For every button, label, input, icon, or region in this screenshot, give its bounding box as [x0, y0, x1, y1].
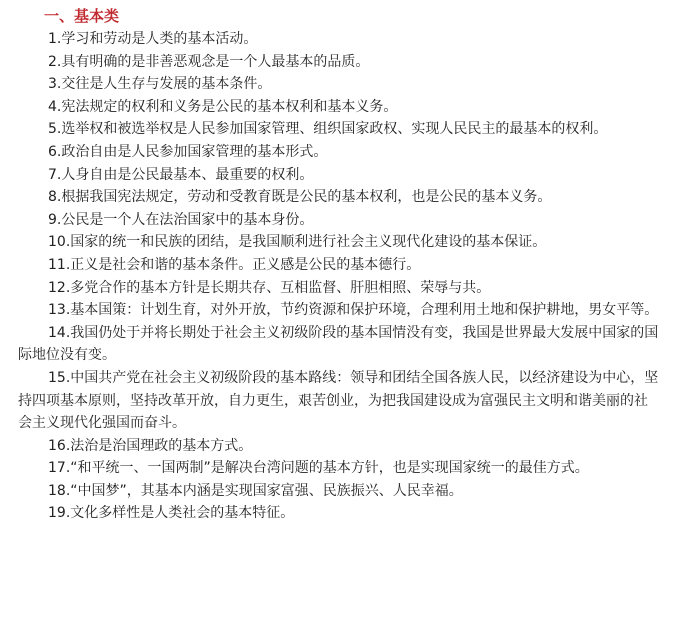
list-item: 18.“中国梦”，其基本内涵是实现国家富强、民族振兴、人民幸福。	[48, 482, 463, 499]
section-heading: 一、基本类	[44, 7, 120, 25]
list-item: 16.法治是治国理政的基本方式。	[48, 437, 253, 454]
list-item: 12.多党合作的基本方针是长期共存、互相监督、肝胆相照、荣辱与共。	[48, 279, 491, 296]
list-item: 9.公民是一个人在法治国家中的基本身份。	[48, 211, 314, 228]
list-item: 1.学习和劳动是人类的基本活动。	[48, 31, 258, 47]
list-item: 7.人身自由是公民最基本、最重要的权利。	[48, 166, 314, 183]
list-item: 10.国家的统一和民族的团结，是我国顺利进行社会主义现代化建设的基本保证。	[48, 234, 547, 251]
item-list	[18, 28, 659, 525]
list-item: 15.中国共产党在社会主义初级阶段的基本路线：领导和团结全国各族人民，以经济建设为中心，坚持四项基本原则，坚持改革开放，自力更生，艰苦创业，为把我国建设成为富强民主文明和谐美丽的社会主义现代化强国而奋斗。	[18, 369, 659, 432]
list-item: 8.根据我国宪法规定，劳动和受教育既是公民的基本权利，也是公民的基本义务。	[48, 189, 552, 206]
list-item: 5.选举权和被选举权是人民参加国家管理、组织国家政权、实现人民民主的最基本的权利。	[48, 121, 608, 138]
list-item: 4.宪法规定的权利和义务是公民的基本权利和基本义务。	[48, 98, 398, 115]
list-item: 6.政治自由是人民参加国家管理的基本形式。	[48, 143, 328, 160]
list-item: 2.具有明确的是非善恶观念是一个人最基本的品质。	[48, 53, 370, 70]
list-item: 17.“和平统一、一国两制”是解决台湾问题的基本方针，也是实现国家统一的最佳方式。	[48, 460, 589, 477]
list-item: 3.交往是人生存与发展的基本条件。	[48, 76, 272, 93]
list-item: 19.文化多样性是人类社会的基本特征。	[48, 505, 295, 522]
list-item: 14.我国仍处于并将长期处于社会主义初级阶段的基本国情没有变，我国是世界最大发展中国家的国际地位没有变。	[18, 324, 659, 364]
list-item: 13.基本国策：计划生育，对外开放，节约资源和保护环境，合理利用土地和保护耕地，男女平等。	[48, 302, 659, 319]
list-item: 11.正义是社会和谐的基本条件。正义感是公民的基本德行。	[48, 256, 421, 273]
